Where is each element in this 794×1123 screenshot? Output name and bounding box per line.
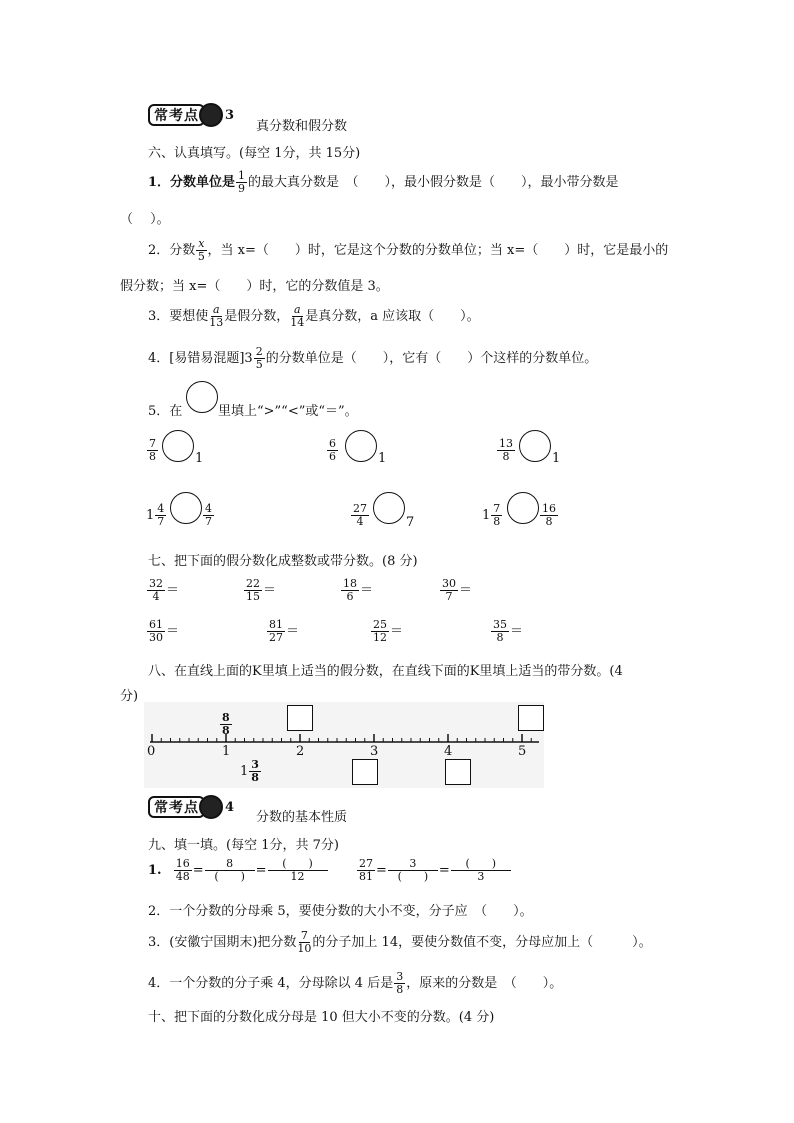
compare-right: $\frac{4}{7}$ (205, 502, 212, 528)
q9-p1b: $\frac{27}{81}$ = $\frac{3}{( )}$ = $\frac{( )}{3}$ (356, 858, 512, 883)
tick-label-1: 1 (222, 744, 231, 759)
q6-header: 六、认真填写。(每空 1分，共 15分) (148, 146, 361, 161)
section-title-3: 真分数和假分数 (256, 119, 348, 134)
q6-p1-text-post: 的最大真分数是 （ ），最小假分数是（ ），最小带分数是 (248, 175, 619, 190)
tick-label-4: 4 (444, 744, 453, 759)
answer-box-above-2[interactable] (518, 705, 544, 731)
q6-p3: 3．要想使 $\frac{a}{13}$ 是假分数， $\frac{a}{14}$ 是真分数，a 应该取（ ）。 (148, 303, 480, 329)
q9-header: 九、填一填。(每空 1分，共 7分) (148, 838, 339, 853)
fraction: $\frac{2}{5}$ (255, 345, 263, 371)
q6-p4: 4．[易错易混题]3 $\frac{2}{5}$ 的分数单位是（ ），它有（ ）个这样的分数单位。 (148, 345, 598, 371)
q9-p4: 4．一个分数的分子乘 4，分母除以 4 后是 $\frac{3}{8}$ ，原来的分数是 （ ）。 (148, 970, 563, 996)
tick-label-0: 0 (147, 744, 156, 759)
compare-circle[interactable] (162, 430, 194, 462)
below-mixed-number: 1 $\frac{3}{8}$ (240, 758, 259, 784)
compare-item: $\frac{7}{8}$ (149, 437, 156, 463)
q8-header-2: 分) (120, 689, 139, 704)
q6-p2-text: 2．分数 (148, 243, 196, 258)
compare-right: 1 (378, 451, 387, 466)
fraction: $\frac{a}{13}$ (209, 303, 224, 329)
q6-p1 (148, 170, 619, 195)
section-badge-3 (148, 104, 234, 126)
badge-number: 3 (225, 107, 235, 123)
compare-item: 1 $\frac{4}{7}$ (146, 502, 165, 528)
q9-p3: 3．(安徽宁国期末)把分数 $\frac{7}{10}$ 的分子加上 14，要使分数值不变，分母应加上（ ）。 (148, 929, 652, 955)
compare-circle-sample (186, 381, 218, 413)
q6-p1-text: 1．分数单位是 (148, 175, 236, 190)
q9-p1: 1. $\frac{16}{48}$ = $\frac{8}{( )}$ = $\frac{( )}{12}$ (148, 858, 329, 883)
badge-label: 常考点 (148, 796, 205, 818)
badge-label: 常考点 (148, 104, 205, 126)
compare-item: $\frac{6}{6}$ (329, 437, 336, 463)
q6-p1-line2: （ ）。 (120, 212, 170, 227)
compare-circle[interactable] (170, 492, 202, 524)
compare-right: 1 (195, 451, 204, 466)
q6-p2-line2: 假分数；当 x=（ ）时，它的分数值是 3。 (120, 279, 389, 294)
compare-circle[interactable] (519, 430, 551, 462)
q9-p2: 2．一个分数的分母乘 5，要使分数的大小不变，分子应 （ ）。 (148, 904, 533, 919)
fraction: $\frac{x}{5}$ (197, 237, 205, 263)
section-title-4: 分数的基本性质 (256, 810, 348, 825)
tick-label-3: 3 (370, 744, 379, 759)
q6-p2 (148, 238, 668, 263)
q7-header: 七、把下面的假分数化成整数或带分数。(8 分) (148, 554, 418, 569)
tick-label-2: 2 (296, 744, 305, 759)
above-fraction: $\frac{8}{8}$ (222, 711, 230, 737)
compare-item: $\frac{13}{8}$ (499, 437, 513, 463)
compare-circle[interactable] (373, 492, 405, 524)
q8-header: 八、在直线上面的K里填上适当的假分数，在直线下面的K里填上适当的带分数。(4 (148, 664, 623, 679)
compare-item: 1 $\frac{7}{8}$ (482, 502, 501, 528)
q6-p5: 5．在 (148, 404, 183, 419)
compare-circle[interactable] (507, 492, 539, 524)
tick-label-5: 5 (518, 744, 527, 759)
fraction: $\frac{a}{14}$ (290, 303, 305, 329)
number-line (144, 702, 544, 788)
q6-p2-text-post: ，当 x=（ ）时，它是这个分数的分数单位；当 x=（ ）时，它是最小的 (207, 243, 669, 258)
answer-box-below-2[interactable] (445, 759, 471, 785)
compare-right: 7 (406, 515, 415, 530)
answer-box-above-1[interactable] (287, 705, 313, 731)
q10-header: 十、把下面的分数化成分母是 10 但大小不变的分数。(4 分) (148, 1010, 495, 1025)
answer-box-below-1[interactable] (352, 759, 378, 785)
badge-circle-icon (199, 795, 223, 819)
compare-right: 1 (552, 451, 561, 466)
compare-right: $\frac{16}{8}$ (542, 502, 556, 528)
badge-number: 4 (225, 799, 235, 815)
compare-item: $\frac{27}{4}$ (353, 502, 367, 528)
section-badge-4 (148, 796, 234, 818)
compare-circle[interactable] (345, 430, 377, 462)
fraction: $\frac{1}{9}$ (238, 169, 246, 195)
badge-circle-icon (199, 103, 223, 127)
q6-p5-post: 里填上“>”“<”或“＝”。 (218, 404, 358, 419)
